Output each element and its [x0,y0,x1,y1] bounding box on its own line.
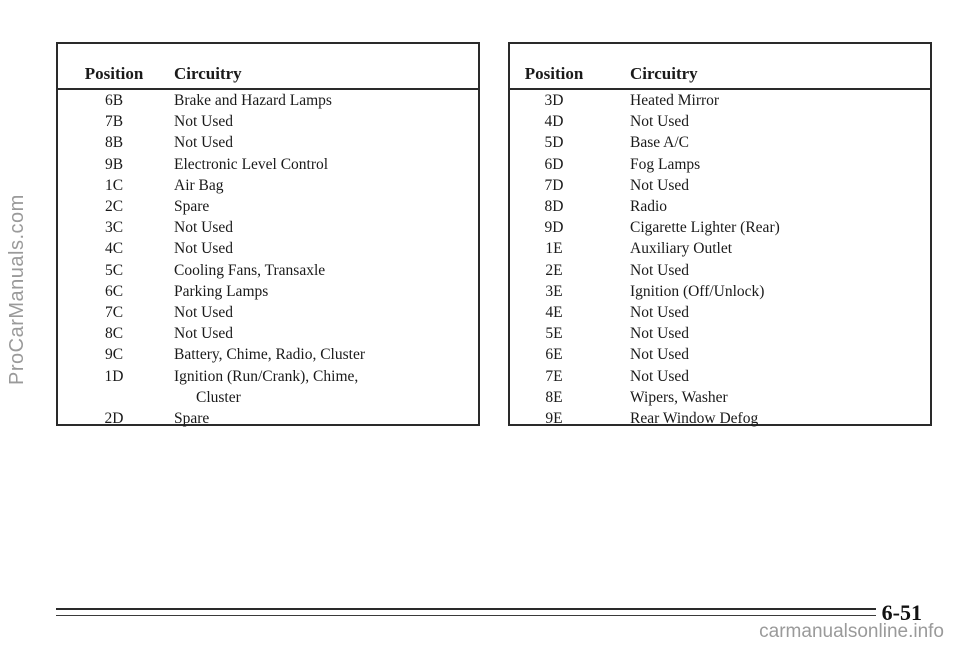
circuitry-cell: Not Used [174,219,233,237]
table-row [510,217,930,238]
bottom-watermark: carmanualsonline.info [759,621,944,642]
position-cell: 5C [104,261,124,279]
fuse-table-right [508,42,932,426]
position-cell: 9E [545,410,563,428]
circuitry-cell: Heated Mirror [630,92,720,109]
table-row [510,175,930,196]
position-cell: 7E [545,367,563,385]
table-row [58,366,478,408]
position-cell: 7C [104,304,124,322]
position-cell: 8D [544,198,564,216]
table-row [510,90,930,111]
position-cell: 6B [104,92,124,109]
circuitry-cell: Not Used [174,134,233,152]
circuitry-cell: Battery, Chime, Radio, Cluster [174,346,365,364]
circuitry-cell: Not Used [174,113,233,131]
table-row [510,196,930,217]
table-row [510,132,930,153]
table-row [58,196,478,217]
circuitry-column-header: Circuitry [174,64,242,83]
side-watermark: ProCarManuals.com [6,194,28,386]
table-body [510,90,930,429]
table-row [58,281,478,302]
table-body [58,90,478,429]
position-cell: 2D [104,410,124,428]
position-cell: 8C [104,325,124,343]
position-cell: 2C [104,198,124,216]
table-row [58,344,478,365]
table-row [58,323,478,344]
table-row [58,132,478,153]
position-cell: 1E [545,240,563,258]
footer-rule-thin [56,615,876,616]
circuitry-text: Ignition (Run/Crank), Chime, [174,367,359,385]
circuitry-cell: Not Used [630,325,689,343]
position-cell: 4E [545,304,563,322]
position-cell: 6D [544,155,564,173]
table-row [510,111,930,132]
position-cell: 7D [544,176,564,194]
circuitry-cell: Air Bag [174,176,224,194]
position-cell: 1C [104,176,124,194]
table-row [510,302,930,323]
circuitry-cell: Auxiliary Outlet [630,240,733,258]
table-row [58,111,478,132]
position-cell: 3C [104,219,124,237]
table-row [58,260,478,281]
circuitry-cell: Spare [174,198,210,216]
table-row [510,260,930,281]
circuitry-cell: Not Used [630,261,689,279]
position-cell: 3E [545,282,563,300]
circuitry-cell: Parking Lamps [174,282,269,300]
circuitry-cell: Base A/C [630,134,689,152]
table-row [510,323,930,344]
table-row [58,217,478,238]
table-row [58,238,478,259]
circuitry-cell: Wipers, Washer [630,388,728,406]
position-cell: 5E [545,325,563,343]
circuitry-cell: Not Used [174,304,233,322]
position-cell: 6C [104,282,124,300]
table-row [510,344,930,365]
circuitry-cell [162,366,464,408]
circuitry-cell: Not Used [174,325,233,343]
circuitry-cell: Radio [630,198,668,216]
table-header [58,44,478,90]
table-row [58,302,478,323]
circuitry-column-header: Circuitry [630,64,698,83]
position-cell: 3D [544,92,564,109]
position-cell: 6E [545,346,563,364]
table-row [58,175,478,196]
table-row [510,238,930,259]
position-cell: 8E [545,388,563,406]
table-row [58,408,478,429]
table-row [510,387,930,408]
circuitry-cell: Rear Window Defog [630,410,759,428]
table-header [510,44,930,90]
circuitry-cell: Not Used [630,113,689,131]
circuitry-cell: Cooling Fans, Transaxle [174,261,326,279]
position-cell: 9B [104,155,124,173]
circuitry-cell: Ignition (Off/Unlock) [630,282,765,300]
circuitry-cell: Electronic Level Control [174,155,329,173]
circuitry-cell: Spare [174,410,210,428]
position-cell: 2E [545,261,563,279]
position-cell: 4C [104,240,124,258]
circuitry-cell: Not Used [630,176,689,194]
position-cell: 8B [104,134,124,152]
position-cell: 9C [104,346,124,364]
footer-rule [56,608,876,618]
table-row [510,281,930,302]
fuse-table-left [56,42,480,426]
table-row [58,154,478,175]
table-row [510,366,930,387]
circuitry-continuation: Cluster [196,388,241,406]
footer-rule-thick [56,608,876,610]
circuitry-cell: Fog Lamps [630,155,701,173]
circuitry-cell: Not Used [630,346,689,364]
position-cell: 1D [104,367,124,385]
position-cell: 7B [104,113,124,131]
position-cell: 5D [544,134,564,152]
circuitry-cell: Brake and Hazard Lamps [174,92,332,109]
table-row [510,408,930,429]
table-row [510,154,930,175]
page-number: 6-51 [881,600,922,625]
circuitry-cell: Cigarette Lighter (Rear) [630,219,780,237]
table-row [58,90,478,111]
circuitry-cell: Not Used [630,367,689,385]
position-cell: 9D [544,219,564,237]
position-cell: 4D [544,113,564,131]
position-column-header: Position [84,64,144,83]
position-column-header: Position [524,64,584,83]
circuitry-cell: Not Used [630,304,689,322]
circuitry-cell: Not Used [174,240,233,258]
